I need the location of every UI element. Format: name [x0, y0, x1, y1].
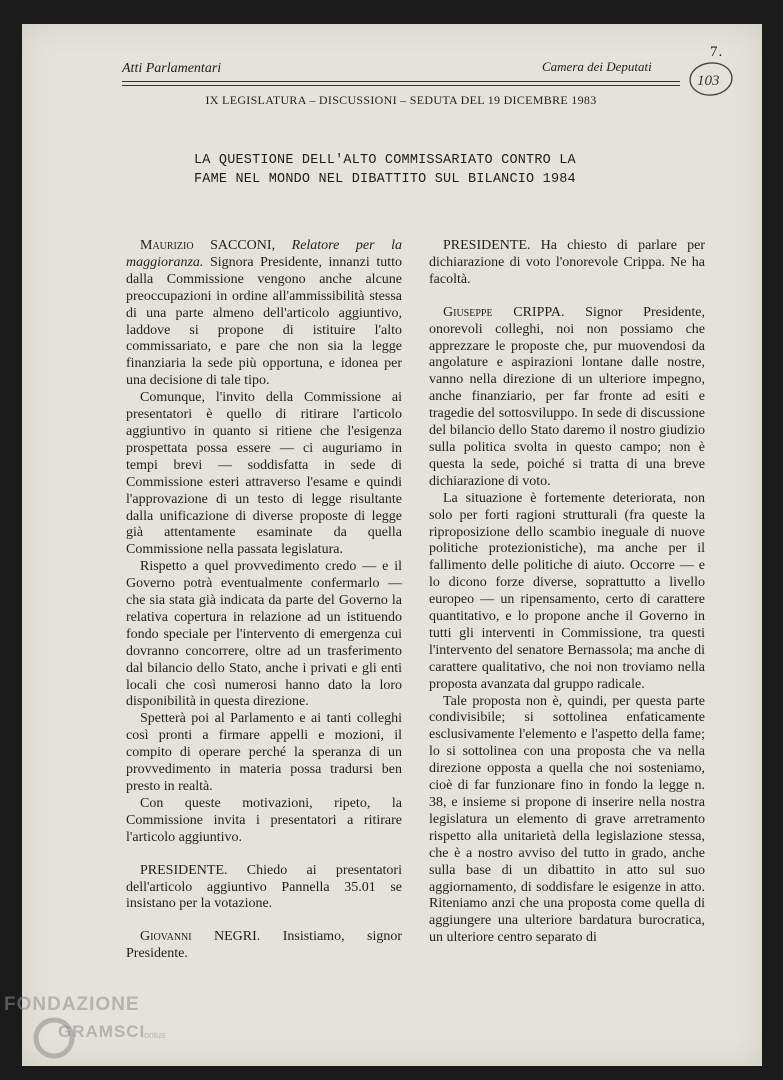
page-number: 7. [710, 44, 724, 60]
paragraph: Con queste motivazioni, ripeto, la Commissione invita i presentatori a ritirare l'articolo aggiuntivo. [126, 795, 402, 845]
handwritten-page-stamp [688, 60, 734, 98]
header-rule-top [122, 81, 680, 82]
speaker-name: Giovanni NEGRI. [140, 929, 261, 945]
session-line: IX LEGISLATURA – DISCUSSIONI – SEDUTA DEL 19 DICEMBRE 1983 [205, 93, 597, 107]
paragraph [126, 238, 402, 390]
speaker-name: Giuseppe CRIPPA. [443, 304, 565, 320]
left-column [126, 238, 402, 963]
paragraph: Rispetto a quel provvedimento credo — e il Governo potrà eventualmente confermarlo — che sia stata già indicata da parte del Governo la relativa copertura in relazione ad un istituendo fondo speciale per l'intervento di emergenza cui dovranno concorrere, oltre ad un trasferimento dal bilancio dello Stato, anche i privati e gli enti locali che così numerosi hanno dato la loro disponibilità in questa direzione. [126, 559, 402, 710]
paragraph-text: Signora Presidente, innanzi tutto dalla Commissione vengono anche alcune preoccupazioni in ordine all'ammissibilità stessa di una parte almeno dell'articolo aggiuntivo, laddove si propone di istituire l'alto commissariato, e pare che non sia la legge finanziaria la sede più opportuna, e idonea per una decisione di tale tipo. [126, 254, 403, 389]
header-left-title: Atti Parlamentari [122, 61, 222, 76]
paragraph: Comunque, l'invito della Commissione ai presentatori è quello di ritirare l'articolo aggiuntivo in quanto si ritiene che l'esigenza prospettata possa essere — ci auguriamo in tempi brevi — soddisfatta in sede di Commissione esteri attraverso l'esame e quindi l'approvazione di un testo di legge risultante dalla unificazione di diverse proposte di legge già attentamente esaminate da quella Commissione nella passata legislatura. [126, 390, 402, 558]
right-column [429, 238, 705, 947]
watermark-logo [2, 994, 202, 1074]
document-page [22, 24, 762, 1066]
stamp-number: 103 [697, 73, 720, 89]
paragraph: Spetterà poi al Parlamento e ai tanti colleghi così pronti a firmare appelli e mozioni, il compito di operare perché la speranza di un provvedimento in materia possa tradursi ben presto in realtà. [126, 711, 402, 794]
title-line-1: LA QUESTIONE DELL'ALTO COMMISSARIATO CONTRO LA [194, 153, 576, 168]
paragraph-text: Insistiamo, signor Presidente. [126, 929, 402, 962]
watermark-line-1: FONDAZIONE [4, 994, 140, 1015]
speaker-name: Maurizio SACCONI, [140, 238, 276, 253]
paragraph: Tale proposta non è, quindi, per questa parte condivisibile; si sottolinea enfaticamente esclusivamente l'elemento e l'aspetto della fame; lo si sottolinea con una proposta che va nella direzione opposta a quella che noi sosteniamo, cioè di far funzionare fino in fondo la legge n. 38, e insieme si propone di inserire nella nostra legislatura un elemento di grave arretramento rispetto alla unitarietà della legislazione stessa, che è a nostro avviso del tutto in grado, anche sulla base di un dibattito in atto sul suo aggiornamento, di soddisfare le esigenze in atto. Riteniamo anzi che una proposta come quella di aggiungere una ulteriore bardatura burocratica, un ulteriore centro separato di [429, 693, 705, 946]
header-rule-bottom [122, 85, 680, 86]
watermark-line-3: onlus [144, 1030, 166, 1040]
paragraph: La situazione è fortemente deteriorata, non solo per forti ragioni strutturali (fra queste la riproposizione dello scambio ineguale di nuove politiche protezionistiche), ma anche per il fallimento delle politiche di aiuto. Occorre — e lo dicono forze diverse, soprattutto a livello europeo — un ripensamento, certo di carattere quantitativo, e lo propone anche il Governo in tutti gli interventi in Commissione, tra questi l'intervento del senatore Bernassola; ma anche di carattere qualitativo, che noi non troviamo nella proposta avanzata dal gruppo radicale. [429, 490, 705, 692]
paragraph: PRESIDENTE. Chiedo ai presentatori dell'articolo aggiuntivo Pannella 35.01 se insistano per la votazione. [126, 862, 402, 912]
paragraph [126, 929, 402, 963]
paragraph: PRESIDENTE. Ha chiesto di parlare per dichiarazione di voto l'onorevole Crippa. Ne ha facoltà. [429, 238, 705, 287]
document-title [194, 151, 644, 189]
title-line-2: FAME NEL MONDO NEL DIBATTITO SUL BILANCIO 1984 [194, 172, 576, 187]
speaker-role: Relatore per la maggioranza. [126, 238, 402, 270]
paragraph [429, 305, 705, 491]
paragraph-text: Signor Presidente, onorevoli colleghi, noi non possiamo che apprezzare le proposte che, pur muovendosi da angolature e aspirazioni lontane dalle nostre, vanno nella direzione di un ulteriore impegno, anche finanziario, per far fronte ad esiti e tragedie del sottosviluppo. In sede di discussione del bilancio dello Stato daremo il nostro giudizio sulla politica svolta in questo campo; non è questa la sede, poiché si tratta di una breve dichiarazione di voto. [429, 304, 706, 489]
watermark-line-2: GRAMSCI [58, 1022, 146, 1041]
header-right-title: Camera dei Deputati [542, 59, 652, 74]
